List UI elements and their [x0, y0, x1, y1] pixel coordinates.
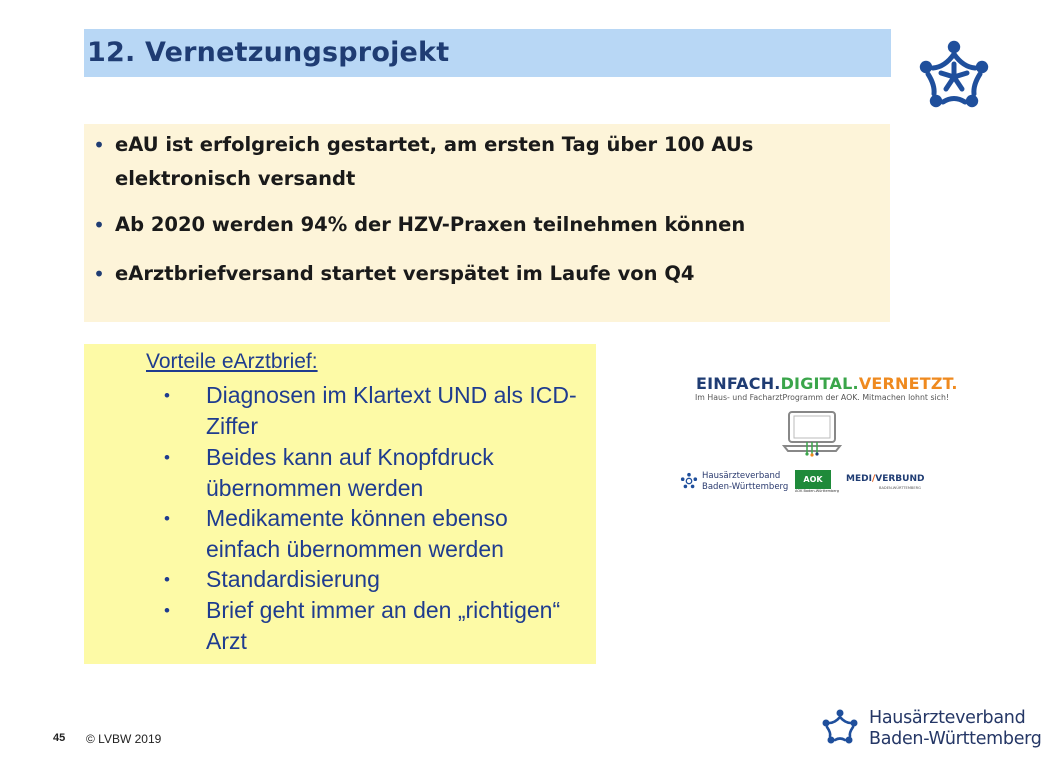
bullet-symbol: •	[93, 213, 105, 237]
bullet-symbol: •	[93, 262, 105, 286]
page-number: 45	[53, 732, 66, 744]
hausaerzteverband-logo-icon	[913, 37, 995, 119]
vorteile-item-text: Medikamente können ebenso einfach übernommen werden	[206, 505, 508, 562]
promo-heading	[696, 374, 958, 393]
bullet-symbol: •	[93, 133, 105, 157]
promo-heading-part: DIGITAL.	[780, 374, 859, 393]
bullet-symbol: •	[164, 509, 170, 528]
bullet-text: Ab 2020 werden 94% der HZV-Praxen teilnehmen können	[115, 213, 746, 236]
aok-logo	[795, 470, 840, 494]
partner-text: Baden-Württemberg	[702, 482, 789, 492]
footer-logo-line2: Baden-Württemberg	[869, 729, 1042, 749]
bullet-symbol: •	[164, 570, 170, 589]
laptop-network-icon	[783, 410, 841, 456]
footer-logo	[820, 708, 1042, 754]
medi-subline: BADEN-WÜRTTEMBERG	[879, 486, 921, 490]
bullet-box	[84, 124, 890, 322]
vorteile-item-text: Beides kann auf Knopfdruck übernommen werden	[206, 444, 494, 501]
title-bar	[84, 29, 891, 77]
partner-text: Hausärzteverband	[702, 471, 781, 481]
bullet-text: eAU ist erfolgreich gestartet, am ersten Tag über 100 AUs elektronisch versandt	[115, 133, 754, 190]
vorteile-box	[84, 344, 596, 664]
bullet-text: eArztbriefversand startet verspätet im Laufe von Q4	[115, 262, 695, 285]
vorteile-item-text: Diagnosen im Klartext UND als ICD-Ziffer	[206, 382, 577, 439]
aok-label: AOK	[795, 470, 831, 489]
vorteile-item-text: Standardisierung	[206, 566, 380, 592]
promo-subline: Im Haus- und FacharztProgramm der AOK. Mitmachen lohnt sich!	[695, 393, 950, 402]
hausaerzteverband-logo-icon	[680, 472, 698, 490]
medi-label	[846, 474, 924, 484]
bullet-symbol: •	[164, 448, 170, 467]
medi-label-b: VERBUND	[875, 474, 925, 484]
vorteile-title: Vorteile eArztbrief:	[146, 350, 318, 373]
medi-separator-icon: /	[871, 474, 876, 484]
slide-title: 12. Vernetzungsprojekt	[87, 37, 450, 68]
medi-verbund-logo	[846, 474, 926, 494]
hausaerzteverband-partner-logo	[680, 470, 789, 494]
bullet-symbol: •	[164, 601, 170, 620]
vorteile-item-text: Brief geht immer an den „richtigen“ Arzt	[206, 597, 561, 654]
medi-label-a: MEDI	[846, 474, 872, 484]
promo-heading-part: VERNETZT.	[858, 374, 958, 393]
footer-logo-line1: Hausärzteverband	[869, 708, 1026, 728]
hausaerzteverband-logo-icon	[820, 708, 860, 748]
aok-subline: AOK Baden-Württemberg	[795, 489, 840, 493]
bullet-symbol: •	[164, 386, 170, 405]
copyright: © LVBW 2019	[86, 732, 162, 746]
promo-heading-part: EINFACH.	[696, 374, 781, 393]
